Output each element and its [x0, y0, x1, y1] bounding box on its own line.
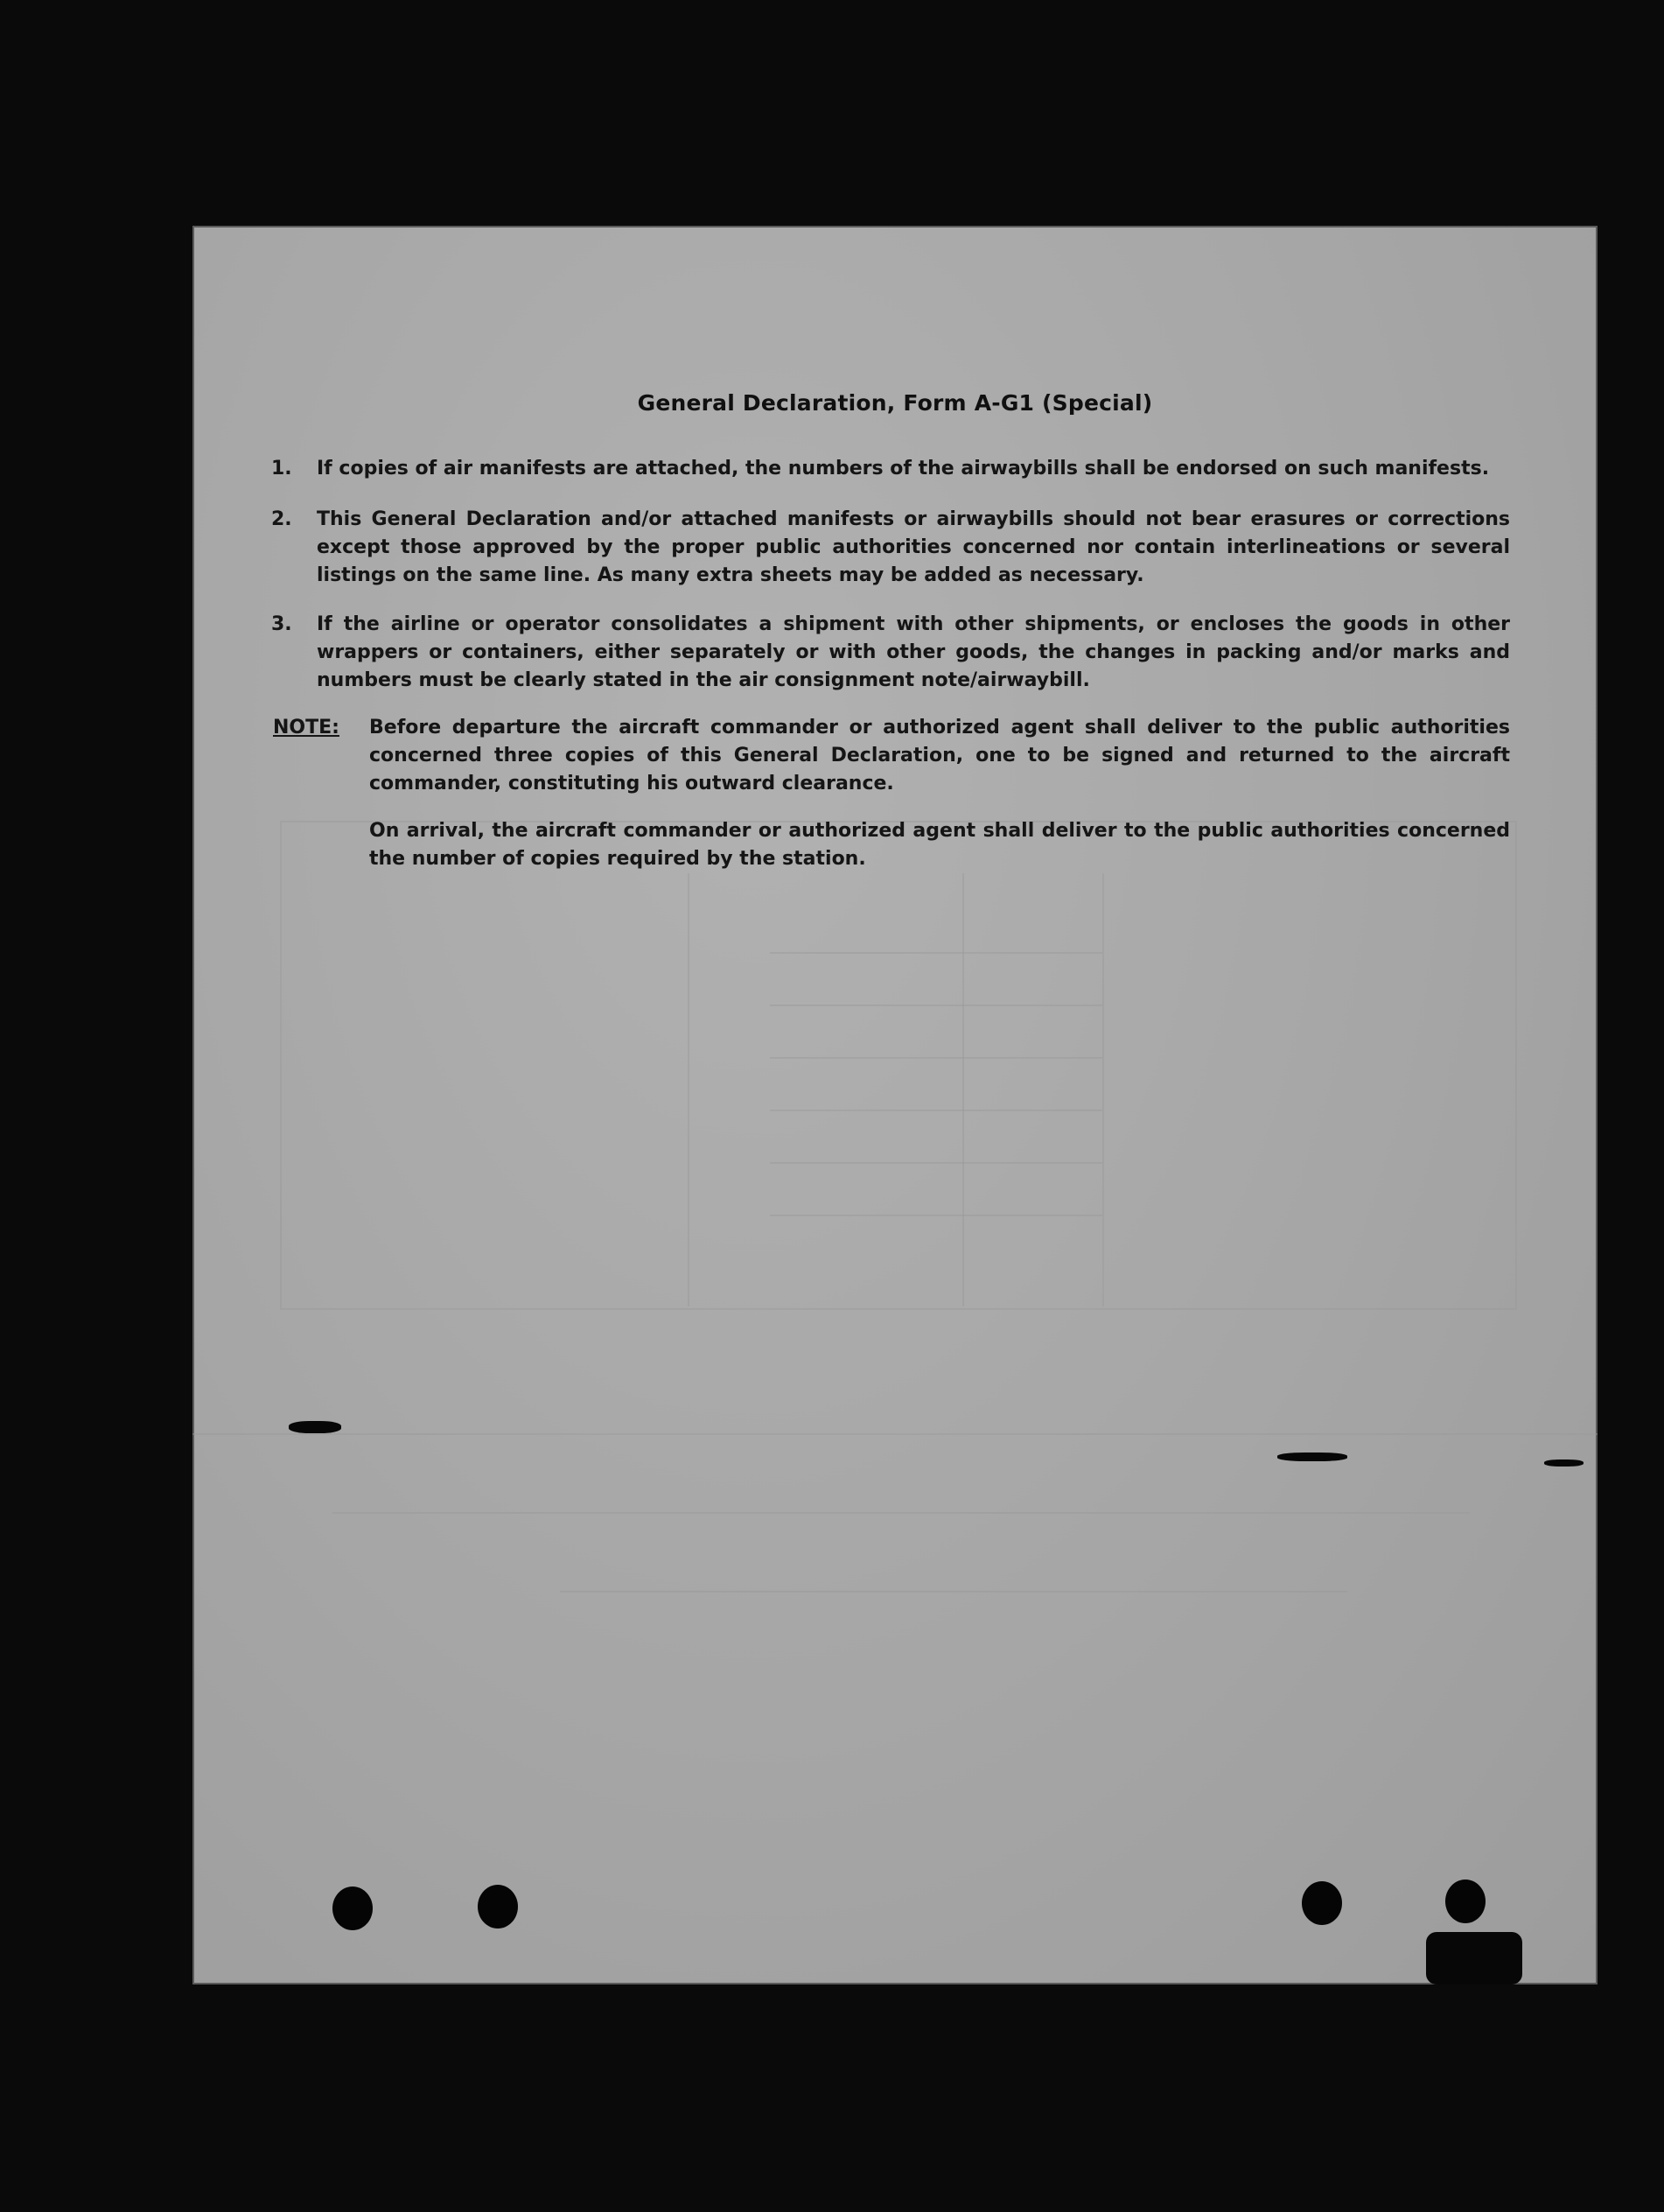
document-page	[192, 226, 1598, 1984]
bleed-through-rule	[192, 1433, 1598, 1435]
bleed-through-rule	[688, 873, 689, 1306]
note-paragraph: On arrival, the aircraft commander or authorized agent shall deliver to the public authorities concerned the number of copies required by the station.	[369, 820, 1510, 870]
bleed-through-rule	[332, 1512, 1470, 1514]
item-text: This General Declaration and/or attached manifests or airwaybills should not bear erasures or corrections except those approved by the proper public authorities concerned nor contain interlineations or several listings on the same line. As many extra sheets may be added as necessary.	[317, 508, 1510, 586]
bleed-through-rule	[1102, 873, 1104, 1306]
punch-hole	[478, 1885, 518, 1928]
punch-hole	[1302, 1881, 1342, 1925]
paper-tear	[289, 1421, 341, 1433]
paper-tear	[1544, 1460, 1584, 1466]
bleed-through-rule	[770, 1110, 1102, 1111]
bleed-through-rule	[962, 873, 964, 1306]
note-label: NOTE:	[273, 717, 339, 738]
paper-tear	[1277, 1452, 1347, 1461]
bleed-through-rule	[770, 1214, 1102, 1216]
punch-hole	[1445, 1880, 1486, 1923]
item-text: If the airline or operator consolidates a shipment with other shipments, or encloses the goods in other wrappers or containers, either separately or with other goods, the changes in packing and/or marks and numbers must be clearly stated in the air consignment note/airwaybill.	[317, 613, 1510, 691]
document-title: General Declaration, Form A-G1 (Special)	[637, 390, 1153, 416]
bleed-through-rule	[560, 1591, 1347, 1592]
bleed-through-rule	[770, 952, 1102, 954]
item-number: 3.	[271, 613, 292, 635]
bleed-through-rule	[770, 1057, 1102, 1059]
paper-tear	[1426, 1932, 1522, 1984]
bleed-through-rule	[770, 1004, 1102, 1006]
item-text: If copies of air manifests are attached, the numbers of the airwaybills shall be endorsed on such manifests.	[317, 458, 1490, 480]
list-item	[271, 506, 1510, 590]
item-number: 2.	[271, 508, 292, 530]
bleed-through-table	[280, 821, 1517, 1310]
note-paragraph: Before departure the aircraft commander or authorized agent shall deliver to the public authorities concerned three copies of this General Declaration, one to be signed and returned to the aircraft commander, constituting his outward clearance.	[369, 717, 1510, 794]
list-item	[271, 455, 1510, 483]
item-number: 1.	[271, 458, 292, 480]
bleed-through-rule	[770, 1162, 1102, 1164]
punch-hole	[332, 1886, 373, 1930]
list-item	[271, 611, 1510, 695]
